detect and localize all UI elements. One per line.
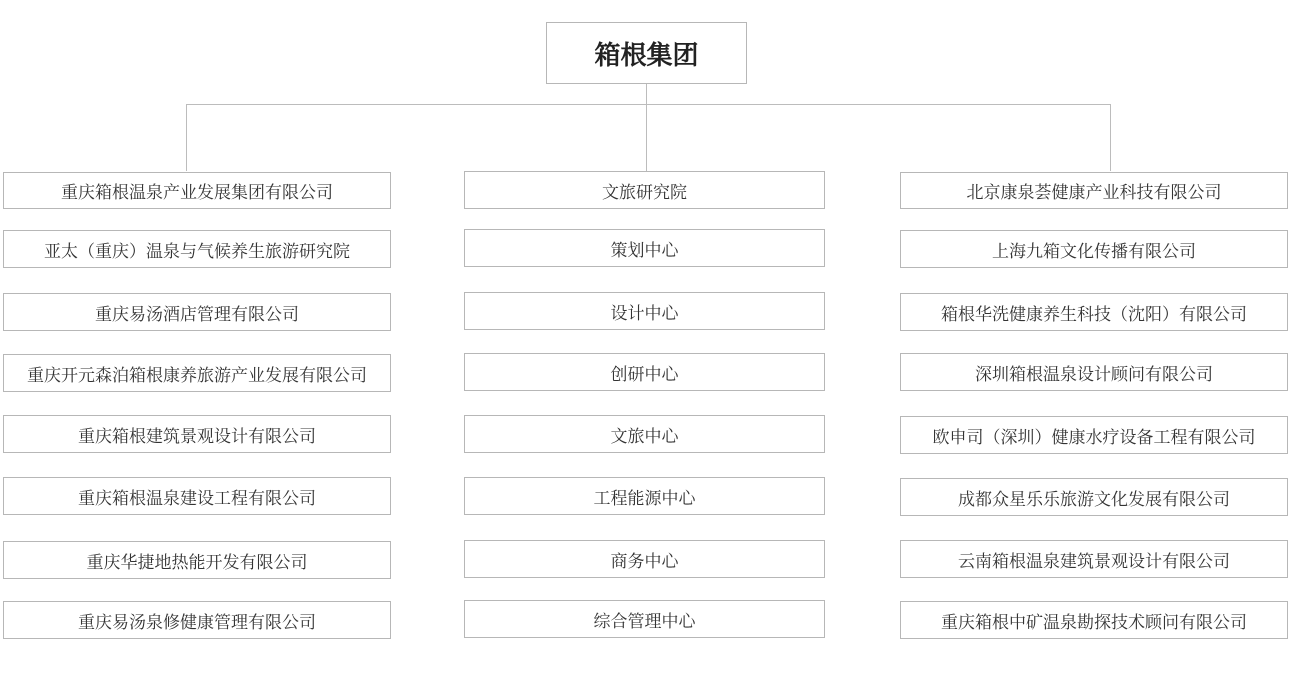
right-node: 深圳箱根温泉设计顾问有限公司 <box>900 353 1288 391</box>
root-node: 箱根集团 <box>546 22 747 84</box>
left-node: 重庆箱根温泉产业发展集团有限公司 <box>3 172 391 209</box>
left-node: 重庆易汤泉修健康管理有限公司 <box>3 601 391 639</box>
connector-horizontal <box>186 104 1111 105</box>
middle-node: 综合管理中心 <box>464 600 825 638</box>
middle-node: 文旅中心 <box>464 415 825 453</box>
right-node: 上海九箱文化传播有限公司 <box>900 230 1288 268</box>
left-node: 重庆开元森泊箱根康养旅游产业发展有限公司 <box>3 354 391 392</box>
middle-node: 文旅研究院 <box>464 171 825 209</box>
middle-node: 商务中心 <box>464 540 825 578</box>
connector-right-down <box>1110 104 1111 171</box>
left-node: 重庆华捷地热能开发有限公司 <box>3 541 391 579</box>
connector-left-down <box>186 104 187 171</box>
right-node: 重庆箱根中矿温泉勘探技术顾问有限公司 <box>900 601 1288 639</box>
right-node: 成都众星乐乐旅游文化发展有限公司 <box>900 478 1288 516</box>
middle-node: 策划中心 <box>464 229 825 267</box>
right-node: 云南箱根温泉建筑景观设计有限公司 <box>900 540 1288 578</box>
middle-node: 创研中心 <box>464 353 825 391</box>
right-node: 欧申司（深圳）健康水疗设备工程有限公司 <box>900 416 1288 454</box>
left-node: 重庆箱根温泉建设工程有限公司 <box>3 477 391 515</box>
middle-node: 设计中心 <box>464 292 825 330</box>
middle-node: 工程能源中心 <box>464 477 825 515</box>
left-node: 重庆易汤酒店管理有限公司 <box>3 293 391 331</box>
left-node: 亚太（重庆）温泉与气候养生旅游研究院 <box>3 230 391 268</box>
connector-root-down <box>646 83 647 171</box>
left-node: 重庆箱根建筑景观设计有限公司 <box>3 415 391 453</box>
right-node: 北京康泉荟健康产业科技有限公司 <box>900 172 1288 209</box>
right-node: 箱根华洗健康养生科技（沈阳）有限公司 <box>900 293 1288 331</box>
